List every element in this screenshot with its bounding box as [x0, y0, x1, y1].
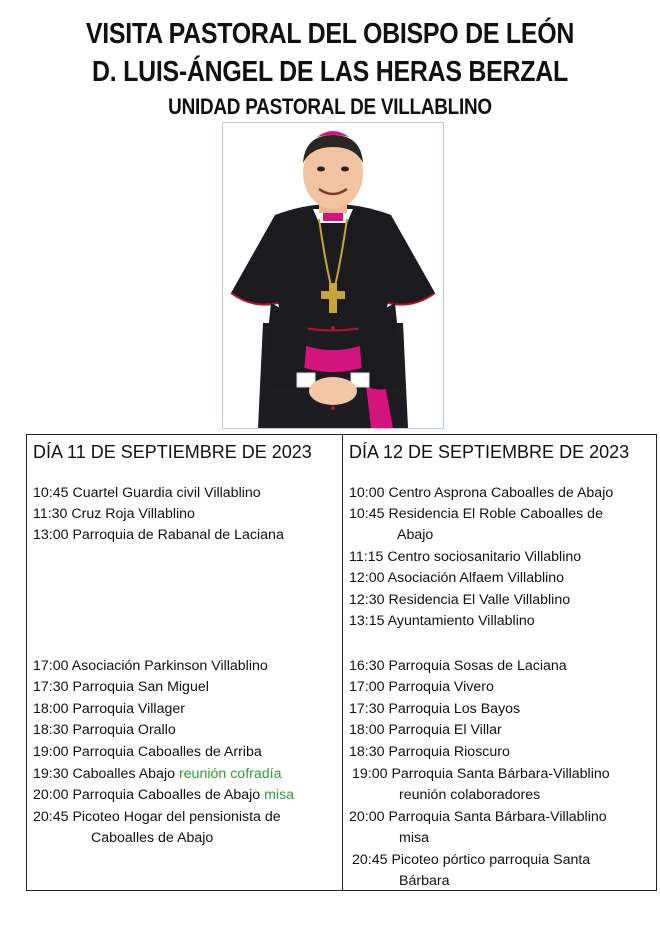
day1-heading: DÍA 11 DE SEPTIEMBRE DE 2023 — [33, 442, 312, 462]
day1-event: 13:00 Parroquia de Rabanal de Laciana — [33, 527, 284, 543]
day2-event-continuation: Abajo — [397, 527, 434, 543]
event-text: 19:30 Caboalles Abajo — [33, 766, 179, 782]
day2-event: 20:00 Parroquia Santa Bárbara-Villablino — [349, 809, 607, 825]
day2-event: 12:00 Asociación Alfaem Villablino — [349, 570, 565, 586]
day1-event: 17:30 Parroquia San Miguel — [33, 679, 209, 695]
day2-event-note-green: reunión colaboradores — [399, 787, 541, 803]
day1-event-continuation: Caboalles de Abajo — [91, 830, 214, 846]
day1-event: 18:00 Parroquia Villager — [33, 701, 185, 717]
bishop-portrait — [222, 122, 444, 429]
day1-event: 20:45 Picoteo Hogar del pensionista de — [33, 809, 281, 825]
day2-event: 16:30 Parroquia Sosas de Laciana — [349, 658, 567, 674]
day1-event: 10:45 Cuartel Guardia civil Villablino — [33, 485, 261, 501]
day2-event: 11:15 Centro sociosanitario Villablino — [349, 549, 582, 565]
title-line-1: VISITA PASTORAL DEL OBISPO DE LEÓN — [85, 18, 575, 50]
day2-event: 12:30 Residencia El Valle Villablino — [349, 592, 571, 608]
day2-event: 13:15 Ayuntamiento Villablino — [349, 613, 535, 629]
event-note-green: misa — [264, 787, 295, 803]
day2-event: 20:45 Picoteo pórtico parroquia Santa — [352, 852, 591, 868]
day2-heading: DÍA 12 DE SEPTIEMBRE DE 2023 — [349, 442, 630, 462]
schedule-table — [26, 434, 657, 891]
day1-event — [33, 764, 281, 785]
event-note-green: reunión cofradía — [178, 766, 282, 782]
day1-event: 18:30 Parroquia Orallo — [33, 722, 176, 738]
day1-event — [33, 785, 294, 806]
day2-event: 10:45 Residencia El Roble Caboalles de — [349, 506, 603, 522]
day2-event: 17:00 Parroquia Vivero — [349, 679, 494, 695]
day2-event: 17:30 Parroquia Los Bayos — [349, 701, 521, 717]
day1-event: 11:30 Cruz Roja Villablino — [33, 506, 195, 522]
day2-event-continuation: Bárbara — [399, 873, 450, 889]
day2-event: 10:00 Centro Asprona Caboalles de Abajo — [349, 485, 614, 501]
day1-event: 17:00 Asociación Parkinson Villablino — [33, 658, 268, 674]
day2-event: 18:00 Parroquia El Villar — [349, 722, 502, 738]
day2-event: 18:30 Parroquia Rioscuro — [349, 744, 510, 760]
day1-event: 19:00 Parroquia Caboalles de Arriba — [33, 744, 262, 760]
title-line-3: UNIDAD PASTORAL DE VILLABLINO — [168, 94, 492, 119]
column-divider — [342, 435, 343, 890]
day2-event: 19:00 Parroquia Santa Bárbara-Villablino — [352, 766, 610, 782]
day2-event-note-green: misa — [399, 830, 429, 846]
event-text: 20:00 Parroquia Caboalles de Abajo — [33, 787, 265, 803]
title-line-2: D. LUIS-ÁNGEL DE LAS HERAS BERZAL — [91, 56, 568, 88]
bishop-portrait-illustration — [223, 123, 443, 428]
